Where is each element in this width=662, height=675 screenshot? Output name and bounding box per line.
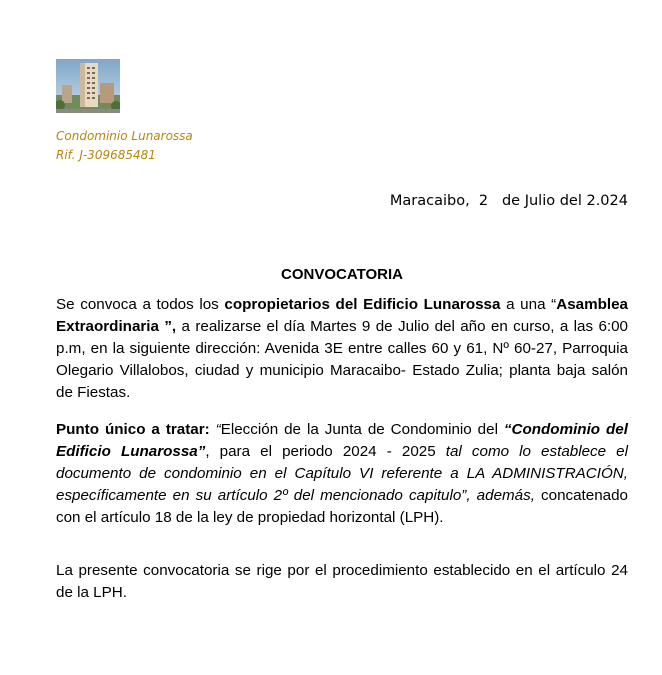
p1-text-1: Se convoca a todos los <box>56 296 225 313</box>
p1-owners: copropietarios del Edificio Lunarossa <box>224 296 501 313</box>
p2-condominium: “Condominio del Edificio Lunarossa” <box>56 421 628 460</box>
p2-text-2: , para el periodo 2024 - 2025 <box>205 443 446 460</box>
p1-assembly: Asamblea Extraordinaria ”, <box>56 296 628 335</box>
company-rif: Rif. J-309685481 <box>56 148 156 162</box>
p1-text-3: a realizarse el día Martes 9 de Julio del año en curso, a las 6:00 p.m, en la siguiente dirección: Avenida 3E entre calles 60 y 61, Nº 60-27, Parroquia Olegario Villalobos, ciudad y municipio Maracaibo- Estado Zulia; planta baja salón de Fiestas. <box>56 318 629 401</box>
paragraph-procedure: La presente convocatoria se rige por el procedimiento establecido en el artículo 24 de la LPH. <box>56 562 628 601</box>
p2-text-3: concatenado con el artículo 18 de la ley de propiedad horizontal (LPH). <box>56 487 629 526</box>
company-info <box>56 127 193 165</box>
p2-quote: “ <box>209 421 221 438</box>
paragraph-agenda <box>56 419 628 529</box>
p2-reference: tal como lo establece el documento de condominio en el Capítulo VI referente a LA ADMINISTRACIÓN, específicamente en su artículo 2º del mencionado capitulo”, además, <box>56 443 628 504</box>
document-title: CONVOCATORIA <box>281 266 403 283</box>
company-name: Condominio Lunarossa <box>56 129 193 143</box>
p1-text-2: a una “ <box>500 296 557 313</box>
building-logo <box>56 59 120 113</box>
p2-text-1: Elección de la Junta de Condominio del <box>220 421 504 438</box>
date-line: Maracaibo, 2 de Julio del 2.024 <box>389 193 628 209</box>
paragraph-convocation <box>56 294 628 404</box>
p2-agenda-label: Punto único a tratar: <box>56 421 210 438</box>
